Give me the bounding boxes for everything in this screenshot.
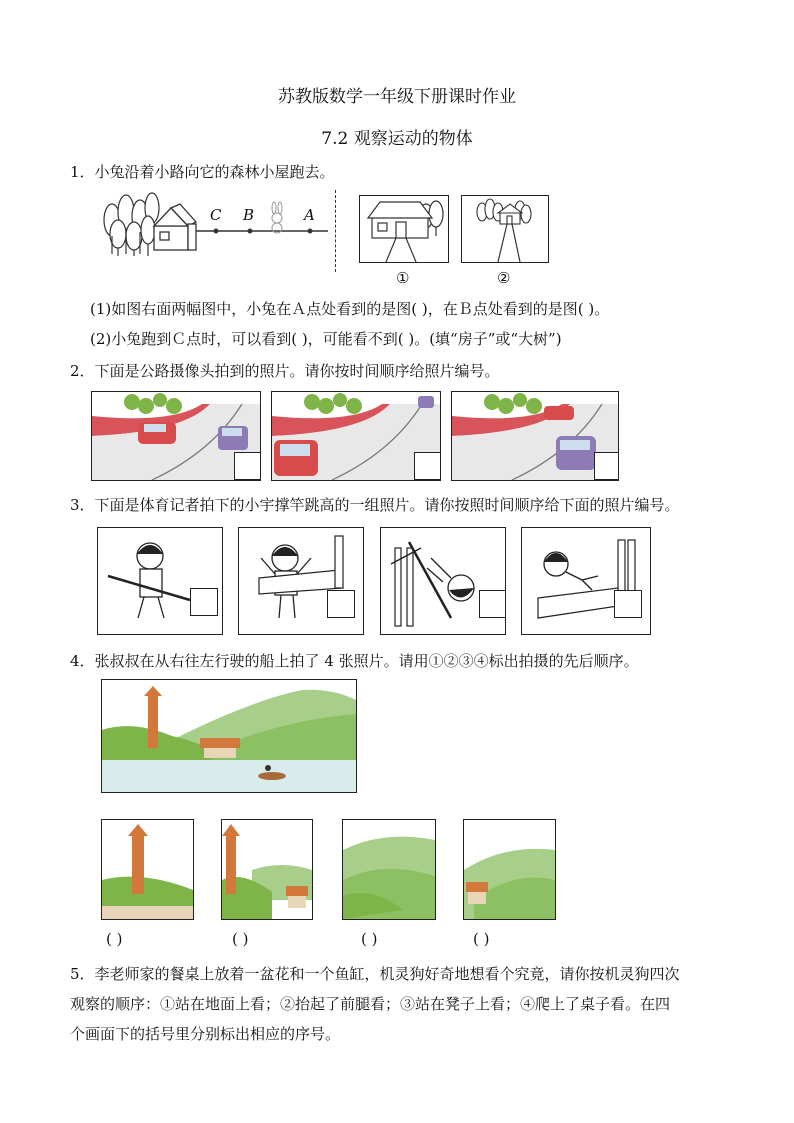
question-1-text: 1．小兔沿着小路向它的森林小屋跑去。 bbox=[70, 163, 335, 181]
q3-photo-4-answer-box[interactable] bbox=[614, 590, 642, 618]
point-c-label: C bbox=[210, 206, 222, 224]
q3-photo-4 bbox=[521, 527, 651, 635]
q3-photo-1 bbox=[97, 527, 223, 635]
q2-photo-3 bbox=[451, 391, 619, 481]
question-3-text: 3．下面是体育记者拍下的小宇撑竿跳高的一组照片。请你按照时间顺序给下面的照片编号。 bbox=[70, 496, 680, 514]
q4-panorama bbox=[101, 679, 357, 793]
question-1-sub-2: (2)小兔跑到Ｃ点时，可以看到( )，可能看不到( )。(填“房子”或“大树”) bbox=[90, 330, 562, 348]
q4-photo-3-blank[interactable]: ( ) bbox=[361, 930, 378, 948]
question-2-text: 2．下面是公路摄像头拍到的照片。请你按时间顺序给照片编号。 bbox=[70, 362, 500, 380]
point-a-label: A bbox=[304, 206, 315, 224]
q2-photo-1-answer-box[interactable] bbox=[234, 452, 261, 480]
q1-picture-1-label: ① bbox=[396, 269, 410, 287]
question-5-line-3: 个画面下的括号里分别标出相应的序号。 bbox=[70, 1025, 341, 1043]
question-5-line-1: 5．李老师家的餐桌上放着一盆花和一个鱼缸，机灵狗好奇地想看个究竟，请你按机灵狗四次 bbox=[70, 965, 680, 983]
point-b-label: B bbox=[243, 206, 255, 224]
question-4-text: 4．张叔叔在从右往左行驶的船上拍了 4 张照片。请用①②③④标出拍摄的先后顺序。 bbox=[70, 652, 639, 670]
question-5-line-2: 观察的顺序：①站在地面上看；②抬起了前腿看；③站在凳子上看；④爬上了桌子看。在四 bbox=[70, 995, 671, 1013]
q1-path-illustration bbox=[100, 190, 340, 270]
q1-picture-1 bbox=[359, 195, 449, 263]
question-1-sub-1: (1)如图右面两幅图中，小兔在Ａ点处看到的是图( )，在Ｂ点处看到的是图( )。 bbox=[90, 300, 610, 318]
q1-divider bbox=[335, 190, 336, 272]
q1-picture-2-label: ② bbox=[497, 269, 511, 287]
page-title: 苏教版数学一年级下册课时作业 bbox=[278, 87, 516, 107]
q4-photo-2-blank[interactable]: ( ) bbox=[232, 930, 249, 948]
q3-photo-2 bbox=[238, 527, 364, 635]
q2-photo-2-answer-box[interactable] bbox=[414, 452, 441, 480]
q2-photo-1 bbox=[91, 391, 261, 481]
q4-photo-2 bbox=[221, 819, 313, 920]
q2-photo-2 bbox=[271, 391, 441, 481]
q3-photo-2-answer-box[interactable] bbox=[327, 590, 355, 618]
q2-photo-3-answer-box[interactable] bbox=[594, 452, 619, 480]
q4-photo-4 bbox=[463, 819, 556, 920]
page-subtitle: 7.2 观察运动的物体 bbox=[321, 129, 473, 149]
q4-photo-4-blank[interactable]: ( ) bbox=[473, 930, 490, 948]
q3-photo-1-answer-box[interactable] bbox=[190, 588, 218, 616]
q3-photo-3 bbox=[380, 527, 506, 635]
q4-photo-1 bbox=[101, 819, 194, 920]
q4-photo-1-blank[interactable]: ( ) bbox=[106, 930, 123, 948]
q4-photo-3 bbox=[342, 819, 436, 920]
q1-picture-2 bbox=[461, 195, 549, 263]
q3-photo-3-answer-box[interactable] bbox=[479, 590, 506, 618]
